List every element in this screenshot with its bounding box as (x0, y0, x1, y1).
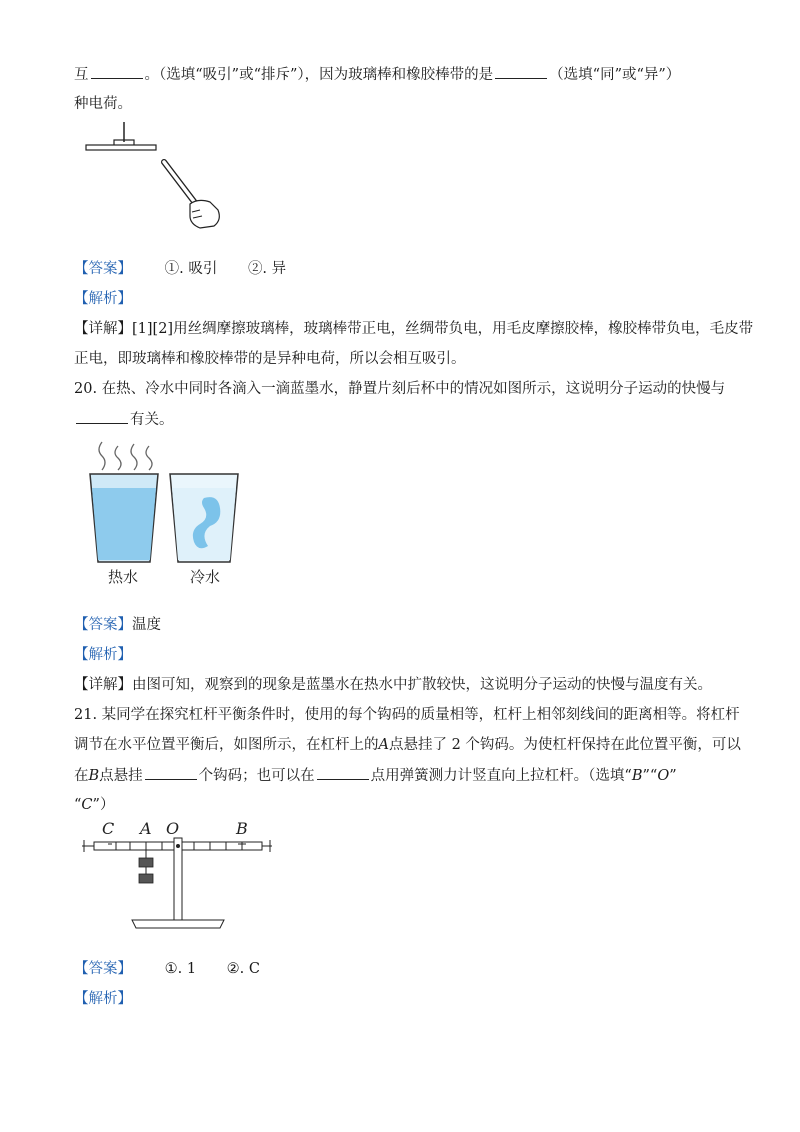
q19-detail-1 (74, 319, 754, 339)
beaker-figure (86, 438, 246, 588)
q20-line1: 20. 在热、冷水中同时各滴入一滴蓝墨水，静置片刻后杯中的情况如图所示，这说明分子运动的快慢与 (74, 381, 726, 397)
label-b: B (236, 819, 248, 838)
steam-2 (115, 446, 121, 470)
detail-text: [1][2]用丝绸摩擦玻璃棒，玻璃棒带正电，丝绸带负电，用毛皮摩擦胶棒，橡胶棒带负电，毛皮带 (132, 321, 754, 337)
opt-b: B (631, 768, 643, 784)
detail-tag: 【详解】 (74, 321, 132, 337)
quote-end: ”） (92, 797, 115, 813)
q21-line4 (74, 795, 740, 815)
answer-tag: 【答案】 (74, 961, 132, 977)
q20-line2 (74, 409, 740, 430)
stand-post (174, 838, 182, 920)
label-a: A (140, 819, 152, 838)
quote-open: “ (74, 797, 82, 813)
q21-text-a: 调节在水平位置平衡后，如图所示，在杠杆上的 (74, 737, 379, 753)
answer-2: ②. 异 (247, 261, 287, 277)
q19-blank-1[interactable] (91, 64, 143, 79)
q19-line1 (74, 64, 740, 85)
q20-analysis-tag: 【解析】 (74, 647, 132, 663)
q21-text-d: 点悬挂 (99, 768, 143, 784)
q21-text-b: 点悬挂了 2 个钩码。为使杠杆保持在此位置平衡，可以 (388, 737, 741, 753)
stand-base (132, 920, 224, 928)
q21-answer (74, 959, 740, 979)
hand (190, 200, 219, 228)
q20-text: 有关。 (130, 412, 174, 428)
q19-blank-2[interactable] (495, 64, 547, 79)
q19-line2: 种电荷。 (74, 96, 132, 112)
answer-1: ①. 吸引 (164, 261, 218, 277)
hot-water-label: 热水 (108, 568, 139, 586)
detail-tag: 【详解】 (74, 677, 132, 693)
quote-close: ” (669, 768, 677, 784)
answer-tag: 【答案】 (74, 617, 132, 633)
hot-water (92, 488, 156, 560)
label-o: O (166, 819, 180, 838)
q19-text-b: 。（选填“吸引”或“排斥”），因为玻璃棒和橡胶棒带的是 (144, 67, 494, 83)
q19-answer (74, 259, 740, 279)
quote-sep: ”“ (642, 768, 658, 784)
rod-figure (78, 120, 238, 240)
steam-4 (146, 446, 152, 470)
answer-1: ①. 1 (164, 961, 197, 977)
answer: 温度 (132, 617, 161, 633)
label-c: C (102, 819, 115, 838)
q20-blank[interactable] (76, 409, 128, 424)
q19-analysis-tag: 【解析】 (74, 291, 132, 307)
q21-text-c: 在 (74, 768, 89, 784)
q21-line1: 21. 某同学在探究杠杆平衡条件时，使用的每个钩码的质量相等，杠杆上相邻刻线间的距离相等。将杠杆 (74, 707, 740, 723)
q21-blank-2[interactable] (317, 765, 369, 780)
q21-blank-1[interactable] (145, 765, 197, 780)
steam-3 (131, 444, 137, 470)
q21-text-f: 点用弹簧测力计竖直向上拉杠杆。（选填“ (370, 768, 632, 784)
answer-2: ②. C (226, 961, 260, 977)
q19-text-a: 互 (74, 67, 89, 83)
lever-figure (78, 816, 278, 934)
suspended-rod (86, 145, 156, 150)
q20-detail (74, 675, 740, 695)
point-b-ref: B (88, 768, 100, 784)
weight-1 (139, 858, 153, 867)
q21-line2 (74, 735, 740, 755)
q19-text-c: （选填“同”或“异”） (549, 67, 681, 83)
cold-water-label: 冷水 (190, 568, 221, 586)
pivot (176, 844, 180, 848)
q21-analysis-tag: 【解析】 (74, 991, 132, 1007)
q19-detail-2: 正电，即玻璃棒和橡胶棒带的是异种电荷，所以会相互吸引。 (74, 351, 466, 367)
point-a-ref: A (378, 737, 389, 753)
q21-text-e: 个钩码；也可以在 (198, 768, 315, 784)
q21-line3 (74, 765, 740, 786)
answer-tag: 【答案】 (74, 261, 132, 277)
opt-o: O (657, 768, 670, 784)
steam-1 (99, 442, 105, 470)
opt-c: C (81, 797, 93, 813)
weight-2 (139, 874, 153, 883)
detail-text: 由图可知，观察到的现象是蓝墨水在热水中扩散较快，这说明分子运动的快慢与温度有关。 (132, 677, 712, 693)
q20-answer (74, 615, 740, 635)
